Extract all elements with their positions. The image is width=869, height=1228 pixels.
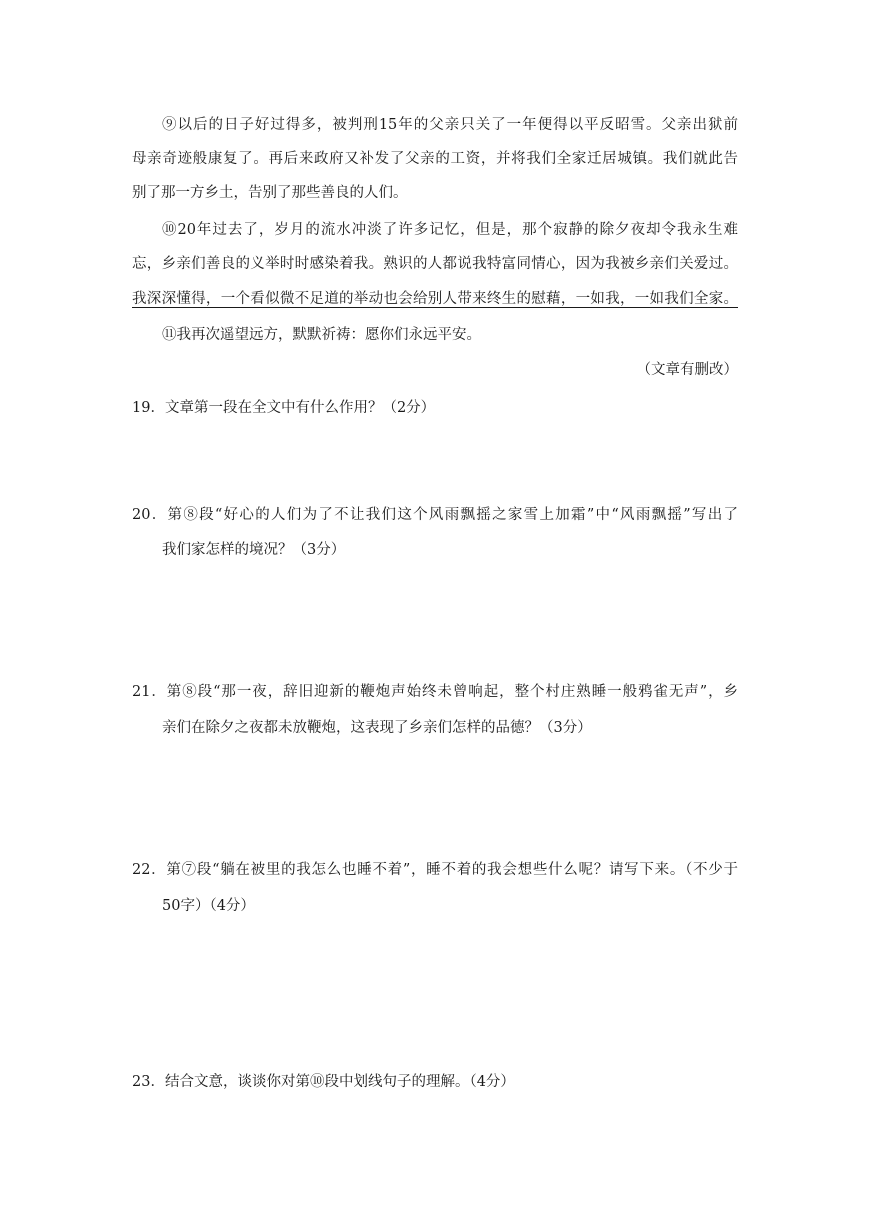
question-21-line-1: 21．第⑧段“那一夜，辞旧迎新的鞭炮声始终未曾响起，整个村庄熟睡一般鸦雀无声”，乡: [132, 684, 738, 700]
paragraph-10-line-1: ⑩20年过去了，岁月的流水冲淡了许多记忆，但是，那个寂静的除夕夜却令我永生难: [162, 222, 738, 238]
question-21-line-2: 亲们在除夕之夜都未放鞭炮，这表现了乡亲们怎样的品德？（3分）: [162, 720, 592, 736]
paragraph-9-line-3: 别了那一方乡土，告别了那些善良的人们。: [132, 185, 408, 201]
paragraph-10-line-2: 忘，乡亲们善良的义举时时感染着我。熟识的人都说我特富同情心，因为我被乡亲们关爱过。: [132, 256, 738, 272]
question-22-line-2: 50字）（4分）: [162, 898, 255, 914]
question-23: 23．结合文意，谈谈你对第⑩段中划线句子的理解。（4分）: [132, 1074, 515, 1090]
question-20-line-1: 20．第⑧段“好心的人们为了不让我们这个风雨飘摇之家雪上加霜”中“风雨飘摇”写出了: [132, 507, 738, 523]
question-20-line-2: 我们家怎样的境况？（3分）: [162, 542, 346, 558]
paragraph-11: ⑪我再次遥望远方，默默祈祷：愿你们永远平安。: [162, 327, 481, 343]
question-19: 19．文章第一段在全文中有什么作用？（2分）: [132, 400, 436, 416]
paragraph-9-line-1: ⑨以后的日子好过得多，被判刑15年的父亲只关了一年便得以平反昭雪。父亲出狱前: [162, 117, 738, 133]
paragraph-9-line-2: 母亲奇迹般康复了。再后来政府又补发了父亲的工资，并将我们全家迁居城镇。我们就此告: [132, 151, 738, 167]
paragraph-10-underlined-sentence: 我深深懂得，一个看似微不足道的举动也会给别人带来终生的慰藉，一如我，一如我们全家。: [132, 291, 738, 307]
source-note: （文章有删改）: [636, 362, 738, 378]
question-22-line-1: 22．第⑦段“躺在被里的我怎么也睡不着”，睡不着的我会想些什么呢？请写下来。（不少于: [132, 862, 738, 878]
